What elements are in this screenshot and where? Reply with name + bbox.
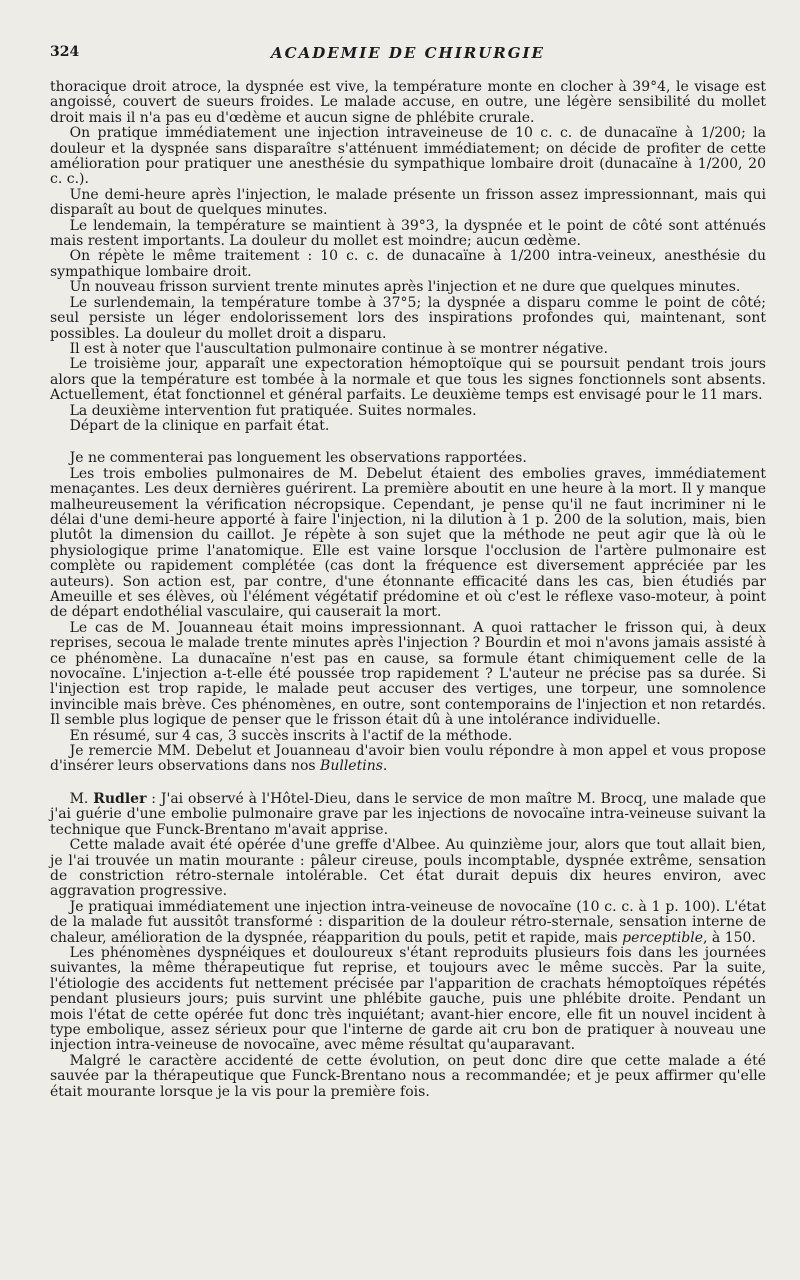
page-number: 324 xyxy=(50,44,80,60)
text-run: Je pratiquai immédiatement une injection intra-veineuse de novocaïne (10 c. c. à 1 p. 100). L'état de la malade fut aussitôt transformé : disparition de la douleur rétro-sternale, sensation interne de chaleur, amélioration de la dyspnée, réapparition du pouls, petit et rapide, mais xyxy=(50,898,766,946)
emphasis: perceptible xyxy=(622,929,704,946)
rudler-discussion-section xyxy=(50,792,766,1100)
paragraph: La deuxième intervention fut pratiquée. Suites normales. xyxy=(69,402,477,419)
text-run: Je remercie MM. Debelut et Jouanneau d'avoir bien voulu répondre à mon appel et vous propose d'insérer leurs observations dans nos xyxy=(50,743,766,775)
paragraph: Je ne commenterai pas longuement les observations rapportées. xyxy=(69,450,527,467)
paragraph: On répète le même traitement : 10 c. c. de dunacaïne à 1/200 intra-veineux, anesthésie du sympathique lombaire droit. xyxy=(50,248,766,280)
paragraph: Malgré le caractère accidenté de cette évolution, on peut donc dire que cette malade a été sauvée par la thérapeutique que Funck-Brentano nous a recommandée; et je peux affirmer qu'elle était mourante lorsque je la vis pour la première fois. xyxy=(50,1052,766,1100)
paragraph xyxy=(50,744,766,775)
commentary-section xyxy=(50,451,766,775)
case-report-section xyxy=(50,80,766,434)
paragraph: Une demi-heure après l'injection, le malade présente un frisson assez impressionnant, mais qui disparaît au bout de quelques minutes. xyxy=(50,186,766,219)
paragraph: thoracique droit atroce, la dyspnée est vive, la température monte en clocher à 39°4, le visage est angoissé, couvert de sueurs froides. Le malade accuse, en outre, une légère sensibilité du mollet droit mais il n'a pas eu d'œdème et aucun signe de phlébite crurale. xyxy=(50,79,766,126)
paragraph: Cette malade avait été opérée d'une greffe d'Albee. Au quinzième jour, alors que tout allait bien, je l'ai trouvée un matin mourante : pâleur cireuse, pouls incomptable, dyspnée extrême, sensation de constriction rétro-sternale intolérable. Cet état durait depuis dix heures environ, avec aggravation progressive. xyxy=(50,837,766,900)
paragraph: On pratique immédiatement une injection intraveineuse de 10 c. c. de dunacaïne à 1/200; la douleur et la dyspnée sans disparaître s'atténuent immédiatement; on décide de profiter de cette amélioration pour pratiquer une anesthésie du sympathique lombaire droit (dunacaïne à 1/200, 20 c. c.). xyxy=(50,125,766,188)
speaker-name: Rudler xyxy=(93,790,147,807)
paragraph: Il est à noter que l'auscultation pulmonaire continue à se montrer négative. xyxy=(69,340,608,357)
paragraph: Le troisième jour, apparaît une expectoration hémoptoïque qui se poursuit pendant trois jours alors que la température est tombée à la normale et que tous les signes fonctionnels sont absents. Actuellement, état fonctionnel et général parfaits. Le deuxième temps est envisagé pour le 11 mars. xyxy=(50,356,766,404)
paragraph: Le surlendemain, la température tombe à 37°5; la dyspnée a disparu comme le point de côté; seul persiste un léger endolorissement lors des inspirations profondes qui, maintenant, sont possibles. La douleur du mollet droit a disparu. xyxy=(50,294,766,342)
text-run: : J'ai observé à l'Hôtel-Dieu, dans le service de mon maître M. Brocq, une malade que j'ai guérie d'une embolie pulmonaire grave par les injections de novocaïne intra-veineuse suivant la technique que Funck-Brentano m'avait apprise. xyxy=(50,790,766,838)
paragraph xyxy=(50,900,766,946)
journal-title: Bulletins xyxy=(320,758,383,775)
running-title: ACADEMIE DE CHIRURGIE xyxy=(271,44,545,62)
paragraph: En résumé, sur 4 cas, 3 succès inscrits à l'actif de la méthode. xyxy=(69,727,513,744)
section-gap xyxy=(50,434,766,451)
paragraph: Les phénomènes dyspnéiques et douloureux s'étant reproduits plusieurs fois dans les journées suivantes, la même thérapeutique fut reprise, et toujours avec le même succès. Par la suite, l'étiologie des accidents fut nettement précisée par l'apparition de crachats hémoptoïques répétés pendant plusieurs jours; puis survint une phlébite gauche, puis une phlébite droite. Pendant un mois l'état de cette opérée fut donc très inquiétant; avant-hier encore, elle fit un nouvel incident à type embolique, assez sérieux pour que l'interne de garde ait cru bon de pratiquer à nouveau une injection intra-veineuse de novocaïne, avec même résultat qu'auparavant. xyxy=(50,944,766,1054)
paragraph xyxy=(50,792,766,838)
paragraph: Départ de la clinique en parfait état. xyxy=(69,417,330,434)
text-run: . xyxy=(382,758,388,775)
paragraph: Les trois embolies pulmonaires de M. Debelut étaient des embolies graves, immédiatement menaçantes. Les deux dernières guérirent. La première aboutit en une heure à la mort. Il y manque malheureusement la vérification nécropsique. Cependant, je pense qu'il ne faut incriminer ni le délai d'une demi-heure apporté à faire l'injection, ni la dilution à 1 p. 200 de la solution, mais, bien plutôt la dimension du caillot. Je répète à son sujet que la méthode ne peut agir que là où le physiologique prime l'anatomique. Elle est vaine lorsque l'occlusion de l'artère pulmonaire est complète ou rapidement complétée (cas dont la fréquence est diversement appréciée par les auteurs). Son action est, par contre, d'une étonnante efficacité dans les cas, bien étudiés par Ameuille et ses élèves, où l'élément végétatif prédomine et où c'est le réflexe vaso-moteur, à point de départ endothélial vasculaire, qui causerait la mort. xyxy=(50,465,766,621)
paragraph: Le lendemain, la température se maintient à 39°3, la dyspnée et le point de côté sont atténués mais restent importants. La douleur du mollet est moindre; aucun œdème. xyxy=(50,217,766,250)
paragraph: Le cas de M. Jouanneau était moins impressionnant. A quoi rattacher le frisson qui, à deux reprises, secoua le malade trente minutes après l'injection ? Bourdin et moi n'avons jamais assisté à ce phénomène. La dunacaïne n'est pas en cause, sa formule étant chimiquement celle de la novocaïne. L'injection a-t-elle été poussée trop rapidement ? L'auteur ne précise pas sa durée. Si l'injection est trop rapide, le malade peut accuser des vertiges, une torpeur, une somnolence invincible mais brève. Ces phénomènes, en outre, sont contemporains de l'injection et non retardés. Il semble plus logique de penser que le frisson était dû à une intolérance individuelle. xyxy=(50,619,766,729)
text-run: , à 150. xyxy=(703,929,756,946)
paragraph: Un nouveau frisson survient trente minutes après l'injection et ne dure que quelques minutes. xyxy=(69,279,741,296)
page-header xyxy=(50,44,766,70)
text-run: M. xyxy=(69,790,94,807)
section-gap xyxy=(50,775,766,792)
